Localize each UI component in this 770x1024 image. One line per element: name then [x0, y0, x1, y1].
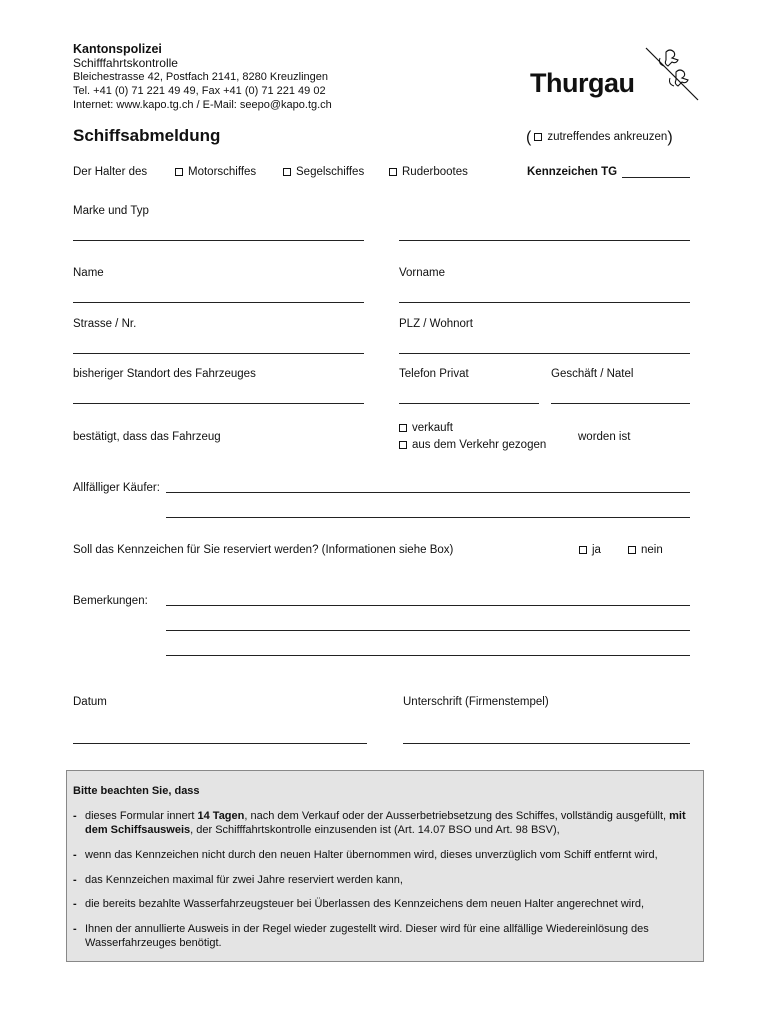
- checkbox-motorschiff[interactable]: [175, 165, 256, 179]
- checkbox-icon[interactable]: [579, 546, 587, 554]
- location-field[interactable]: [73, 403, 364, 404]
- item1-deadline: 14 Tagen: [197, 810, 245, 822]
- bullet-dash: -: [73, 898, 77, 910]
- logo-text: Thurgau: [530, 68, 635, 98]
- date-label: Datum: [73, 696, 107, 708]
- checkbox-ausser-verkehr[interactable]: [399, 438, 546, 452]
- notice-item-1: [73, 809, 705, 837]
- buyer-field-2[interactable]: [166, 517, 690, 518]
- notice-item-text: Ihnen der annullierte Ausweis in der Regel wieder zugestellt wird. Dieser wird für eine allfällige Wiedereinlösung des Wasserfahrzeuges benötigt.: [85, 923, 649, 949]
- item1-part-a: dieses Formular innert: [85, 810, 198, 822]
- phone-fax: Tel. +41 (0) 71 221 49 49, Fax +41 (0) 71 221 49 02: [73, 85, 326, 97]
- item1-license: mit dem Schiffsausweis: [85, 810, 686, 836]
- form-title: Schiffsabmeldung: [73, 126, 221, 145]
- notice-item-text: das Kennzeichen maximal für zwei Jahre reserviert werden kann,: [85, 874, 403, 886]
- phone-business-field[interactable]: [551, 403, 690, 404]
- signature-field[interactable]: [403, 743, 690, 744]
- holder-label: Der Halter des: [73, 166, 148, 178]
- dept-name: Schifffahrtskontrolle: [73, 56, 178, 70]
- header-address-block: [73, 42, 332, 112]
- checkbox-verkauft[interactable]: [399, 421, 453, 435]
- plate-label: Kennzeichen TG: [527, 166, 618, 178]
- vorname-label: Vorname: [399, 267, 446, 279]
- motorschiff-label: Motorschiffes: [188, 166, 257, 178]
- verkauft-label: verkauft: [412, 422, 453, 434]
- remarks-field-2[interactable]: [166, 630, 690, 631]
- phone-private-label: Telefon Privat: [399, 368, 469, 380]
- buyer-label: Allfälliger Käufer:: [73, 482, 160, 494]
- confirm-suffix: worden ist: [578, 431, 631, 443]
- notice-item-2: [73, 848, 705, 862]
- notice-item-text: [85, 809, 705, 837]
- signature-label: Unterschrift (Firmenstempel): [403, 696, 549, 708]
- checkbox-ruderboot[interactable]: [389, 165, 468, 179]
- brand-label: Marke und Typ: [73, 205, 149, 217]
- notice-item-text: die bereits bezahlte Wasserfahrzeugsteuer bei Überlassen des Kennzeichens dem neuen Halter angerechnet wird,: [85, 898, 645, 910]
- web-email: Internet: www.kapo.tg.ch / E-Mail: seepo@kapo.tg.ch: [73, 99, 332, 111]
- address: Bleichestrasse 42, Postfach 2141, 8280 Kreuzlingen: [73, 71, 328, 83]
- ruderboot-label: Ruderbootes: [402, 166, 468, 178]
- brand-field-right[interactable]: [399, 240, 690, 241]
- reserve-question: Soll das Kennzeichen für Sie reserviert werden? (Informationen siehe Box): [73, 544, 454, 556]
- instruction-hint: [526, 130, 673, 145]
- bullet-dash: -: [73, 874, 77, 886]
- checkbox-icon[interactable]: [399, 441, 407, 449]
- checkbox-icon[interactable]: [628, 546, 636, 554]
- checkbox-nein[interactable]: [628, 543, 663, 557]
- street-label: Strasse / Nr.: [73, 318, 137, 330]
- buyer-field-1[interactable]: [166, 492, 690, 493]
- checkbox-icon[interactable]: [283, 168, 291, 176]
- location-label: bisheriger Standort des Fahrzeuges: [73, 368, 256, 380]
- coat-of-arms-icon: [640, 44, 700, 104]
- item1-part-e: , der Schifffahrtskontrolle einzusenden ist (Art. 14.07 BSO und Art. 98 BSV),: [190, 824, 560, 836]
- bullet-dash: -: [73, 810, 77, 822]
- name-field[interactable]: [73, 302, 364, 303]
- remarks-label: Bemerkungen:: [73, 595, 148, 607]
- notice-item-4: [73, 897, 705, 911]
- name-label: Name: [73, 267, 104, 279]
- bullet-dash: -: [73, 923, 77, 935]
- notice-item-5: [73, 922, 705, 950]
- hint-close-paren: ): [667, 129, 673, 146]
- remarks-field-3[interactable]: [166, 655, 690, 656]
- thurgau-logo: [530, 44, 700, 104]
- brand-field-left[interactable]: [73, 240, 364, 241]
- plz-field[interactable]: [399, 353, 690, 354]
- org-name: Kantonspolizei: [73, 42, 162, 56]
- ja-label: ja: [592, 544, 601, 556]
- checkbox-segelschiff[interactable]: [283, 165, 364, 179]
- hint-open-paren: (: [526, 129, 532, 146]
- bullet-dash: -: [73, 849, 77, 861]
- notice-title: Bitte beachten Sie, dass: [73, 785, 200, 797]
- checkbox-icon[interactable]: [389, 168, 397, 176]
- phone-private-field[interactable]: [399, 403, 539, 404]
- checkbox-icon[interactable]: [175, 168, 183, 176]
- item1-part-c: , nach dem Verkauf oder der Ausserbetriebsetzung des Schiffes, vollständig ausgefüllt,: [244, 810, 670, 822]
- ausser-verkehr-label: aus dem Verkehr gezogen: [412, 439, 547, 451]
- notice-item-text: wenn das Kennzeichen nicht durch den neuen Halter übernommen wird, dieses unverzüglich vom Schiff entfernt wird,: [85, 849, 658, 861]
- phone-business-label: Geschäft / Natel: [551, 368, 634, 380]
- segelschiff-label: Segelschiffes: [296, 166, 365, 178]
- checkbox-ja[interactable]: [579, 543, 601, 557]
- confirm-label: bestätigt, dass das Fahrzeug: [73, 431, 221, 443]
- date-field[interactable]: [73, 743, 367, 744]
- notice-item-3: [73, 873, 705, 887]
- nein-label: nein: [641, 544, 663, 556]
- plz-label: PLZ / Wohnort: [399, 318, 473, 330]
- street-field[interactable]: [73, 353, 364, 354]
- checkbox-icon[interactable]: [399, 424, 407, 432]
- vorname-field[interactable]: [399, 302, 690, 303]
- remarks-field-1[interactable]: [166, 605, 690, 606]
- plate-field[interactable]: [622, 177, 690, 178]
- hint-text: zutreffendes ankreuzen: [547, 131, 668, 143]
- checkbox-icon: [534, 133, 542, 141]
